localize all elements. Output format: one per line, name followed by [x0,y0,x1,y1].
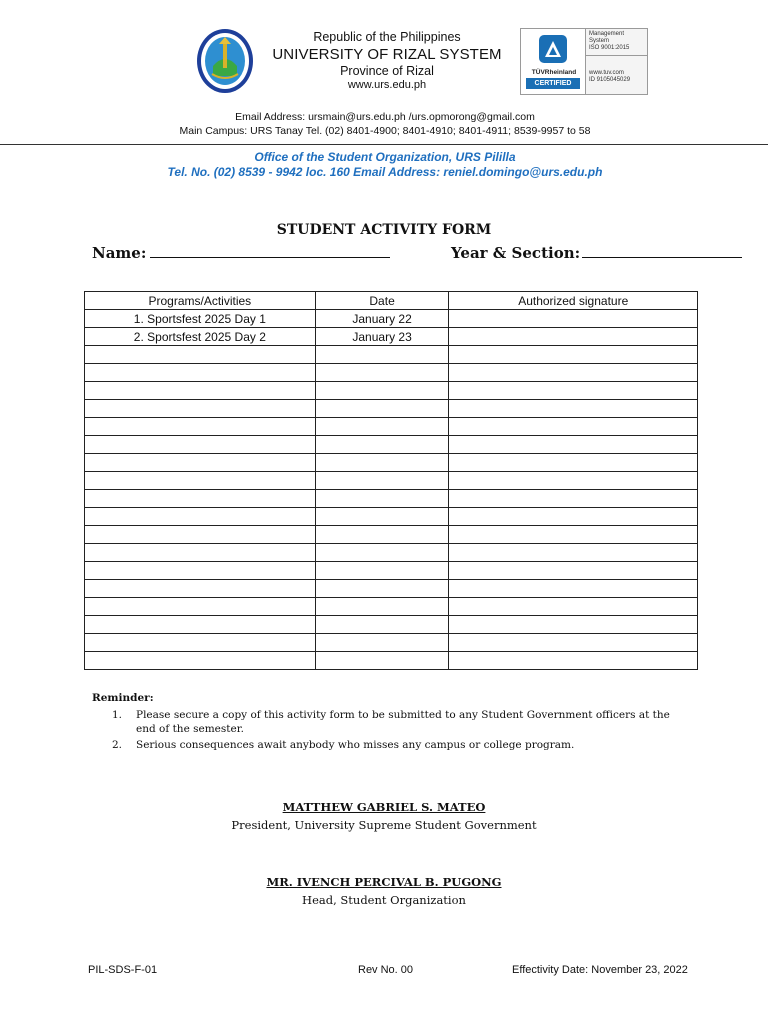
date-cell[interactable] [315,580,449,598]
signature-cell[interactable] [449,472,698,490]
table-row [85,454,698,472]
signature-cell[interactable] [449,418,698,436]
signatory-name: MATTHEW GABRIEL S. MATEO [282,800,486,814]
program-cell[interactable] [85,526,316,544]
table-row [85,544,698,562]
signature-cell[interactable] [449,616,698,634]
date-cell[interactable] [315,454,449,472]
program-cell[interactable] [85,616,316,634]
form-code: PIL-SDS-F-01 [88,964,158,976]
signatory-position: President, University Supreme Student Government [231,818,537,832]
date-cell[interactable]: January 23 [315,328,449,346]
date-cell[interactable] [315,508,449,526]
university-seal [196,28,254,94]
tuv-logo [520,28,586,95]
table-row [85,616,698,634]
email-line: Email Address: ursmain@urs.edu.ph /urs.opmorong@gmail.com [235,111,535,123]
table-row [85,472,698,490]
signature-cell[interactable] [449,490,698,508]
date-cell[interactable] [315,652,449,670]
signature-cell[interactable] [449,382,698,400]
signature-cell[interactable] [449,652,698,670]
office-name: Office of the Student Organization, URS Pililla [254,150,516,164]
program-cell[interactable] [85,490,316,508]
signatory-position: Head, Student Organization [302,893,466,907]
table-row [85,490,698,508]
program-cell[interactable] [85,418,316,436]
table-header-row [85,292,698,310]
signature-cell[interactable] [449,508,698,526]
signatory-name: MR. IVENCH PERCIVAL B. PUGONG [266,875,502,889]
revision-number: Rev No. 00 [358,964,414,976]
table-row [85,580,698,598]
reminder-title: Reminder: [92,692,154,704]
university-name: UNIVERSITY OF RIZAL SYSTEM [272,46,502,63]
signature-cell[interactable] [449,526,698,544]
cert-info: Management System ISO 9001:2015 www.tuv.com ID 9105045029 [586,28,648,95]
name-blank[interactable] [150,243,390,258]
date-cell[interactable]: January 22 [315,310,449,328]
program-cell[interactable] [85,436,316,454]
iso-certification-badge [520,28,648,95]
date-cell[interactable] [315,472,449,490]
year-section-label: Year & Section: [451,244,581,262]
signature-cell[interactable] [449,400,698,418]
date-cell[interactable] [315,544,449,562]
table-row [85,310,698,328]
program-cell[interactable] [85,508,316,526]
signature-cell[interactable] [449,562,698,580]
program-cell[interactable] [85,472,316,490]
signature-cell[interactable] [449,310,698,328]
signatory-head [0,875,768,907]
signature-cell[interactable] [449,454,698,472]
website-line: www.urs.edu.ph [347,79,427,91]
date-cell[interactable] [315,418,449,436]
table-row [85,418,698,436]
signature-cell[interactable] [449,436,698,454]
header-divider [0,144,768,145]
signature-cell[interactable] [449,634,698,652]
program-cell[interactable] [85,400,316,418]
form-title: STUDENT ACTIVITY FORM [276,222,492,238]
program-cell[interactable]: 2. Sportsfest 2025 Day 2 [85,328,316,346]
date-cell[interactable] [315,436,449,454]
activity-table [84,291,698,670]
date-cell[interactable] [315,346,449,364]
year-section-field[interactable] [451,243,742,262]
office-contact: Tel. No. (02) 8539 - 9942 loc. 160 Email Address: reniel.domingo@urs.edu.ph [167,165,603,179]
table-row [85,634,698,652]
program-cell[interactable] [85,634,316,652]
date-cell[interactable] [315,400,449,418]
program-cell[interactable] [85,382,316,400]
signature-cell[interactable] [449,364,698,382]
header-date: Date [315,292,449,310]
date-cell[interactable] [315,616,449,634]
program-cell[interactable] [85,544,316,562]
program-cell[interactable] [85,454,316,472]
name-label: Name: [92,244,147,262]
table-row [85,328,698,346]
table-row [85,526,698,544]
header-signature: Authorized signature [449,292,698,310]
tuv-name: TÜVRheinland [531,69,577,76]
table-row [85,382,698,400]
program-cell[interactable] [85,598,316,616]
name-field[interactable] [92,243,390,262]
reminder-list [112,708,692,754]
signatory-president [0,800,768,832]
signature-cell[interactable] [449,328,698,346]
program-cell[interactable]: 1. Sportsfest 2025 Day 1 [85,310,316,328]
signature-cell[interactable] [449,346,698,364]
date-cell[interactable] [315,382,449,400]
reminder-item: 1. Please secure a copy of this activity form to be submitted to any Student Government officers at the end of the semester. [112,709,670,735]
certified-label: CERTIFIED [526,78,580,89]
program-cell[interactable] [85,652,316,670]
republic-line: Republic of the Philippines [313,30,461,44]
signature-cell[interactable] [449,544,698,562]
contact-info [150,110,620,138]
date-cell[interactable] [315,598,449,616]
table-row [85,652,698,670]
program-cell[interactable] [85,346,316,364]
signature-cell[interactable] [449,598,698,616]
table-row [85,508,698,526]
table-row [85,598,698,616]
table-row [85,562,698,580]
date-cell[interactable] [315,490,449,508]
campus-line: Main Campus: URS Tanay Tel. (02) 8401-4900; 8401-4910; 8401-4911; 8539-9957 to 58 [179,125,591,137]
year-section-blank[interactable] [582,243,742,258]
table-row [85,364,698,382]
table-row [85,436,698,454]
reminder-item: 2. Serious consequences await anybody who misses any campus or college program. [112,739,575,751]
date-cell[interactable] [315,562,449,580]
header-text [262,30,512,92]
office-info [120,150,650,180]
effectivity-date: Effectivity Date: November 23, 2022 [512,964,688,976]
date-cell[interactable] [315,634,449,652]
province-line: Province of Rizal [340,64,434,78]
table-row [85,400,698,418]
program-cell[interactable] [85,580,316,598]
date-cell[interactable] [315,364,449,382]
program-cell[interactable] [85,562,316,580]
header-programs: Programs/Activities [85,292,316,310]
signature-cell[interactable] [449,580,698,598]
table-row [85,346,698,364]
date-cell[interactable] [315,526,449,544]
program-cell[interactable] [85,364,316,382]
